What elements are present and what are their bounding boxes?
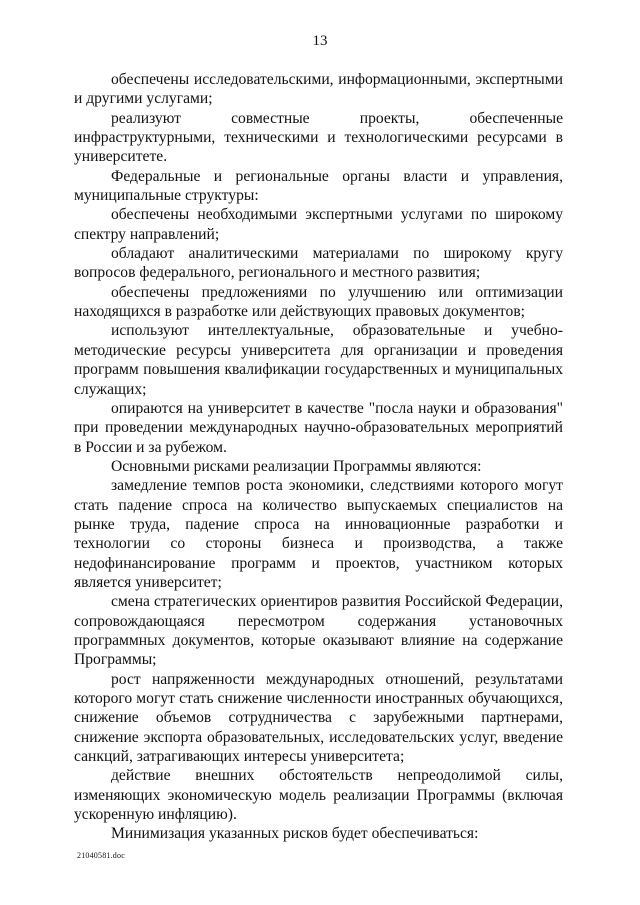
page-number: 13 xyxy=(312,33,328,49)
paragraph: реализуют совместные проекты, обеспеченные инфраструктурными, техническими и технологическими ресурсами в университете. xyxy=(74,109,563,166)
paragraph: рост напряженности международных отношений, результатами которого могут стать снижение численности иностранных обучающихся, снижение объемов сотрудничества с зарубежными партнерами, снижение экспорта образовательных, исследовательских услуг, введение санкций, затрагивающих интересы университета; xyxy=(74,670,563,766)
paragraph: Федеральные и региональные органы власти и управления, муниципальные структуры: xyxy=(74,167,563,205)
paragraph: действие внешних обстоятельств непреодолимой силы, изменяющих экономическую модель реализации Программы (включая ускоренную инфляцию). xyxy=(74,767,563,824)
paragraph: замедление темпов роста экономики, следствиями которого могут стать падение спроса на количество выпускаемых специалистов на рынке труда, падение спроса на инновационные разработки и технологии со стороны бизнеса и производства, а также недофинансирование программ и проектов, участником которых является университет; xyxy=(74,477,563,591)
footer-filename: 21040581.doc xyxy=(77,851,125,860)
paragraph: используют интеллектуальные, образовательные и учебно-методические ресурсы университета для организации и проведения программ повышения квалификации государственных и муниципальных служащих; xyxy=(74,322,563,398)
body-text xyxy=(74,70,563,844)
paragraph: смена стратегических ориентиров развития Российской Федерации, сопровождающаяся пересмотром содержания установочных программных документов, которые оказывают влияние на содержание Программы; xyxy=(74,593,563,669)
paragraph: обеспечены необходимыми экспертными услугами по широкому спектру направлений; xyxy=(74,206,563,243)
paragraph: Основными рисками реализации Программы являются: xyxy=(111,457,482,475)
paragraph: обеспечены предложениями по улучшению или оптимизации находящихся в разработке или действующих правовых документов; xyxy=(74,283,563,321)
paragraph: Минимизация указанных рисков будет обеспечиваться: xyxy=(111,825,479,843)
paragraph: обладают аналитическими материалами по широкому кругу вопросов федерального, регионального и местного развития; xyxy=(74,245,563,282)
paragraph: обеспечены исследовательскими, информационными, экспертными и другими услугами; xyxy=(74,71,563,108)
paragraph: опираются на университет в качестве "посла науки и образования" при проведении международных научно-образовательных мероприятий в России и за рубежом. xyxy=(74,399,563,456)
